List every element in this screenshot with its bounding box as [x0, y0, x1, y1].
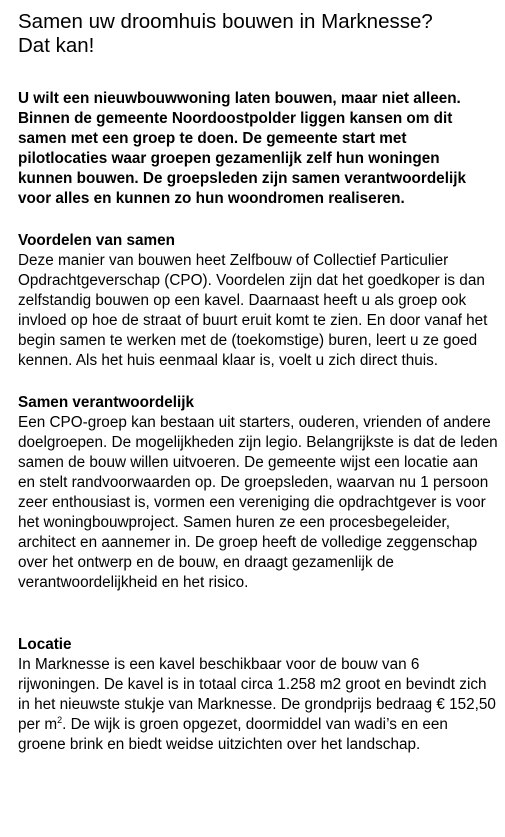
- title-line-1: Samen uw droomhuis bouwen in Marknesse?: [18, 10, 433, 33]
- section-voordelen: [18, 231, 498, 371]
- document-page: [18, 10, 498, 777]
- section-body: Een CPO-groep kan bestaan uit starters, ouderen, vrienden of andere doelgroepen. De mogelijkheden zijn legio. Belangrijkste is dat de leden samen de bouw willen uitvoeren. De gemeente wijst een locatie aan en stelt randvoorwaarden op. De groepsleden, waarvan nu 1 persoon zeer enthousiast is, vormen een vereniging die opdrachtgever is voor het woningbouwproject. Samen huren ze een procesbegeleider, architect en aannemer in. De groep heeft de volledige zeggenschap over het ontwerp en de bouw, en draagt gezamenlijk de verantwoordelijkheid en het risico.: [18, 414, 498, 591]
- section-heading: Samen verantwoordelijk: [18, 394, 194, 411]
- section-body: Deze manier van bouwen heet Zelfbouw of Collectief Particulier Opdrachtgeverschap (CPO). Voordelen zijn dat het goedkoper is dan zelfstandig bouwen op een kavel. Daarnaast heeft u als groep ook invloed op hoe de straat of buurt eruit komt te zien. En door vanaf het begin samen te werken met de (toekomstige) buren, leert u ze goed kennen. Als het huis eenmaal klaar is, voelt u zich direct thuis.: [18, 252, 488, 369]
- section-heading: Locatie: [18, 636, 72, 653]
- body-text-part-1: In Marknesse is een kavel beschikbaar voor de bouw van 6 rijwoningen. De kavel is in totaal circa 1.258 m2 groot en bevindt zich in het nieuwste stukje van Marknesse. De grondprijs bedraag € 152,50 per m: [18, 656, 496, 733]
- section-verantwoordelijk: [18, 393, 498, 593]
- section-body: [18, 655, 498, 755]
- section-heading: Voordelen van samen: [18, 232, 175, 249]
- page-title: [18, 10, 498, 58]
- section-locatie: [18, 635, 498, 755]
- title-line-2: Dat kan!: [18, 34, 95, 57]
- body-text-part-2: . De wijk is groen opgezet, doormiddel van wadi’s en een groene brink en biedt weidse uitzichten over het landschap.: [18, 716, 448, 753]
- superscript: 2: [57, 714, 63, 725]
- intro-paragraph: U wilt een nieuwbouwwoning laten bouwen, maar niet alleen. Binnen de gemeente Noordoostpolder liggen kansen om dit samen met een groep te doen. De gemeente start met pilotlocaties waar groepen gezamenlijk zelf hun woningen kunnen bouwen. De groepsleden zijn samen verantwoordelijk voor alles en kunnen zo hun woondromen realiseren.: [18, 90, 466, 207]
